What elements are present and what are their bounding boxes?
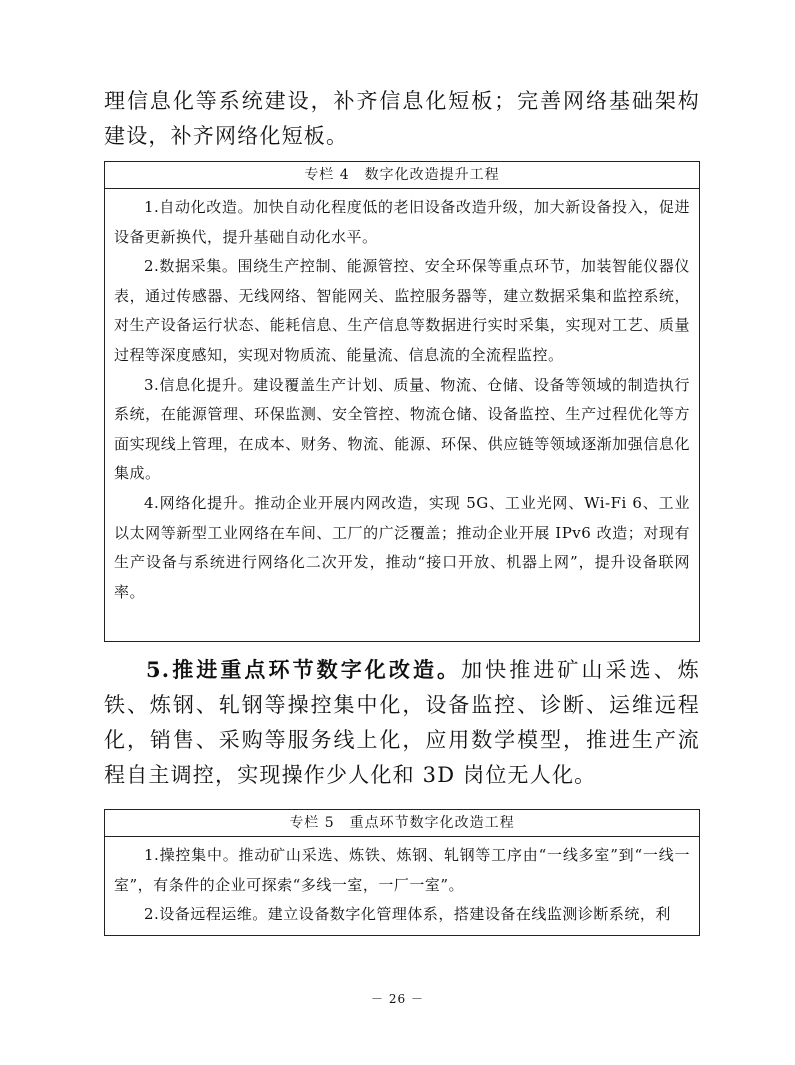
list-item: 4.网络化提升。推动企业开展内网改造，实现 5G、工业光网、Wi-Fi 6、工业以太网等新型工业网络在车间、工厂的广泛覆盖；推动企业开展 IPv6 改造；对现有生产设备与系统进行网络化二次开发，推动“接口开放、机器上网”，提升设备联网率。 bbox=[114, 493, 690, 601]
column-box-5 bbox=[104, 809, 700, 936]
list-item: 1.自动化改造。加快自动化程度低的老旧设备改造升级，加大新设备投入，促进设备更新换代，提升基础自动化水平。 bbox=[114, 198, 690, 246]
section-paragraph bbox=[104, 652, 700, 793]
section-heading: 5.推进重点环节数字化改造。 bbox=[146, 657, 462, 682]
list-item: 2.数据采集。围绕生产控制、能源管控、安全环保等重点环节，加装智能仪器仪表，通过传感器、无线网络、智能网关、监控服务器等，建立数据采集和监控系统，对生产设备运行状态、能耗信息、生产信息等数据进行实时采集，实现对工艺、质量过程等深度感知，实现对物质流、能量流、信息流的全流程监控。 bbox=[114, 257, 690, 364]
column-box-4 bbox=[104, 161, 700, 642]
list-item: 1.操控集中。推动矿山采选、炼铁、炼钢、轧钢等工序由“一线多室”到“一线一室”，有条件的企业可探索“多线一室，一厂一室”。 bbox=[114, 846, 690, 894]
list-item: 2.设备远程运维。建立设备数字化管理体系，搭建设备在线监测诊断系统，利 bbox=[144, 905, 671, 924]
section-5 bbox=[104, 652, 700, 793]
page-number: － 26 － bbox=[371, 992, 424, 1006]
column-box-title: 专栏 5 重点环节数字化改造工程 bbox=[105, 810, 699, 837]
column-box-content bbox=[105, 189, 699, 607]
list-item: 3.信息化提升。建设覆盖生产计划、质量、物流、仓储、设备等领域的制造执行系统，在能源管理、环保监测、安全管控、物流仓储、设备监控、生产过程优化等方面实现线上管理，在成本、财务、物流、能源、环保、供应链等领域逐渐加强信息化集成。 bbox=[114, 375, 690, 483]
column-box-content bbox=[105, 837, 699, 930]
column-box-title: 专栏 4 数字化改造提升工程 bbox=[105, 162, 699, 189]
section-body: 加快推进矿山采选、炼铁、炼钢、轧钢等操控集中化，设备监控、诊断、运维远程化，销售、采购等服务线上化，应用数学模型，推进生产流程自主调控，实现操作少人化和 3D 岗位无人化。 bbox=[104, 658, 700, 787]
intro-paragraph: 理信息化等系统建设，补齐信息化短板；完善网络基础架构建设，补齐网络化短板。 bbox=[104, 89, 700, 148]
